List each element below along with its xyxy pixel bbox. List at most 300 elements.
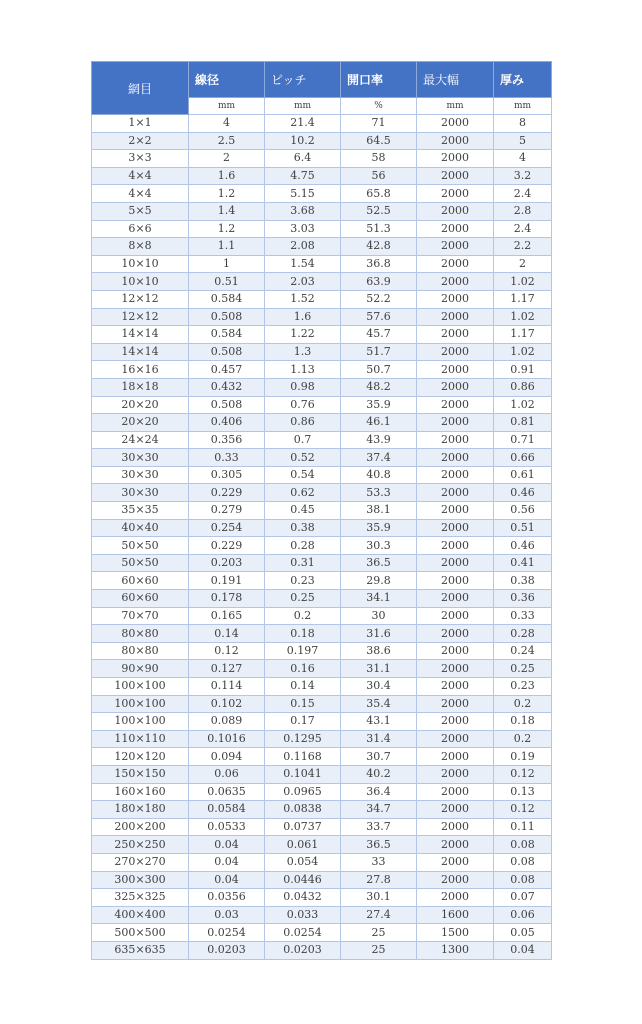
cell-thickness: 0.38 [494,572,552,590]
cell-wire-diameter: 1.2 [189,220,265,238]
cell-wire-diameter: 1.1 [189,238,265,256]
cell-pitch: 0.98 [265,378,341,396]
cell-mesh: 100×100 [92,678,189,696]
header-mesh: 網目 [92,62,189,115]
table-row [92,273,552,291]
cell-mesh: 10×10 [92,273,189,291]
cell-open-area: 38.1 [341,502,417,520]
cell-max-width: 2000 [417,343,494,361]
cell-wire-diameter: 0.127 [189,660,265,678]
cell-pitch: 0.197 [265,642,341,660]
cell-pitch: 0.86 [265,414,341,432]
cell-open-area: 34.1 [341,590,417,608]
cell-max-width: 2000 [417,625,494,643]
cell-pitch: 0.0446 [265,871,341,889]
cell-open-area: 33.7 [341,818,417,836]
table-row [92,150,552,168]
cell-wire-diameter: 0.0254 [189,924,265,942]
cell-pitch: 0.0203 [265,941,341,959]
cell-wire-diameter: 0.165 [189,607,265,625]
cell-pitch: 1.54 [265,255,341,273]
cell-pitch: 5.15 [265,185,341,203]
cell-max-width: 2000 [417,818,494,836]
cell-wire-diameter: 0.508 [189,308,265,326]
cell-max-width: 2000 [417,220,494,238]
cell-max-width: 2000 [417,678,494,696]
cell-open-area: 34.7 [341,801,417,819]
cell-open-area: 36.8 [341,255,417,273]
header-open-area: 開口率 [341,62,417,98]
cell-open-area: 25 [341,941,417,959]
cell-open-area: 53.3 [341,484,417,502]
table-row [92,853,552,871]
cell-open-area: 71 [341,115,417,133]
table-row [92,132,552,150]
cell-open-area: 51.7 [341,343,417,361]
cell-mesh: 50×50 [92,554,189,572]
cell-mesh: 635×635 [92,941,189,959]
cell-max-width: 2000 [417,431,494,449]
cell-pitch: 0.45 [265,502,341,520]
table-row [92,660,552,678]
cell-pitch: 0.54 [265,466,341,484]
cell-open-area: 33 [341,853,417,871]
cell-mesh: 250×250 [92,836,189,854]
table-row [92,326,552,344]
table-row [92,519,552,537]
cell-max-width: 2000 [417,185,494,203]
cell-thickness: 4 [494,150,552,168]
cell-mesh: 14×14 [92,326,189,344]
cell-mesh: 180×180 [92,801,189,819]
cell-mesh: 40×40 [92,519,189,537]
cell-thickness: 3.2 [494,167,552,185]
table-row [92,713,552,731]
cell-pitch: 0.7 [265,431,341,449]
cell-pitch: 0.23 [265,572,341,590]
table-row [92,748,552,766]
cell-wire-diameter: 0.04 [189,836,265,854]
cell-thickness: 1.02 [494,308,552,326]
cell-thickness: 0.11 [494,818,552,836]
cell-max-width: 2000 [417,572,494,590]
cell-max-width: 2000 [417,290,494,308]
cell-open-area: 38.6 [341,642,417,660]
cell-open-area: 25 [341,924,417,942]
cell-pitch: 0.1295 [265,730,341,748]
cell-thickness: 1.02 [494,273,552,291]
cell-wire-diameter: 0.584 [189,290,265,308]
cell-mesh: 270×270 [92,853,189,871]
cell-thickness: 0.19 [494,748,552,766]
cell-thickness: 0.46 [494,484,552,502]
cell-mesh: 325×325 [92,889,189,907]
table-row [92,889,552,907]
cell-pitch: 0.52 [265,449,341,467]
cell-thickness: 2.4 [494,220,552,238]
table-row [92,924,552,942]
cell-max-width: 2000 [417,801,494,819]
cell-open-area: 40.8 [341,466,417,484]
cell-max-width: 2000 [417,361,494,379]
cell-thickness: 0.66 [494,449,552,467]
cell-wire-diameter: 0.178 [189,590,265,608]
cell-mesh: 4×4 [92,167,189,185]
cell-wire-diameter: 1 [189,255,265,273]
cell-pitch: 0.0737 [265,818,341,836]
table-row [92,730,552,748]
cell-wire-diameter: 0.229 [189,484,265,502]
cell-wire-diameter: 0.254 [189,519,265,537]
cell-pitch: 0.1041 [265,765,341,783]
cell-thickness: 0.25 [494,660,552,678]
cell-max-width: 2000 [417,484,494,502]
cell-thickness: 0.71 [494,431,552,449]
cell-mesh: 4×4 [92,185,189,203]
cell-mesh: 100×100 [92,713,189,731]
cell-mesh: 30×30 [92,484,189,502]
cell-mesh: 6×6 [92,220,189,238]
cell-mesh: 20×20 [92,396,189,414]
cell-wire-diameter: 0.508 [189,343,265,361]
table-row [92,290,552,308]
table-body [92,115,552,960]
cell-thickness: 0.13 [494,783,552,801]
cell-wire-diameter: 2.5 [189,132,265,150]
cell-mesh: 12×12 [92,290,189,308]
cell-mesh: 70×70 [92,607,189,625]
cell-open-area: 30 [341,607,417,625]
cell-pitch: 3.03 [265,220,341,238]
cell-max-width: 2000 [417,537,494,555]
cell-wire-diameter: 0.12 [189,642,265,660]
cell-pitch: 1.22 [265,326,341,344]
cell-max-width: 2000 [417,590,494,608]
cell-pitch: 0.15 [265,695,341,713]
cell-pitch: 0.18 [265,625,341,643]
table-row [92,801,552,819]
cell-wire-diameter: 0.229 [189,537,265,555]
cell-mesh: 110×110 [92,730,189,748]
cell-max-width: 2000 [417,466,494,484]
cell-max-width: 2000 [417,167,494,185]
cell-open-area: 35.9 [341,519,417,537]
unit-wire-diameter: mm [189,98,265,115]
cell-mesh: 10×10 [92,255,189,273]
cell-thickness: 0.61 [494,466,552,484]
cell-mesh: 2×2 [92,132,189,150]
cell-mesh: 18×18 [92,378,189,396]
table-row [92,906,552,924]
cell-mesh: 60×60 [92,590,189,608]
cell-thickness: 0.33 [494,607,552,625]
table-row [92,255,552,273]
cell-open-area: 35.4 [341,695,417,713]
cell-mesh: 500×500 [92,924,189,942]
cell-wire-diameter: 0.14 [189,625,265,643]
cell-pitch: 0.17 [265,713,341,731]
cell-wire-diameter: 0.508 [189,396,265,414]
cell-pitch: 1.3 [265,343,341,361]
cell-open-area: 52.5 [341,202,417,220]
unit-open-area: % [341,98,417,115]
cell-mesh: 50×50 [92,537,189,555]
cell-open-area: 50.7 [341,361,417,379]
cell-thickness: 0.23 [494,678,552,696]
cell-thickness: 0.41 [494,554,552,572]
cell-max-width: 2000 [417,607,494,625]
cell-mesh: 30×30 [92,466,189,484]
cell-open-area: 30.7 [341,748,417,766]
cell-wire-diameter: 0.06 [189,765,265,783]
cell-wire-diameter: 0.03 [189,906,265,924]
cell-thickness: 0.24 [494,642,552,660]
cell-pitch: 1.6 [265,308,341,326]
unit-thickness: mm [494,98,552,115]
cell-thickness: 0.07 [494,889,552,907]
cell-pitch: 0.0432 [265,889,341,907]
table-row [92,537,552,555]
cell-pitch: 2.08 [265,238,341,256]
table-row [92,238,552,256]
cell-thickness: 2.8 [494,202,552,220]
cell-open-area: 31.1 [341,660,417,678]
cell-thickness: 0.28 [494,625,552,643]
cell-open-area: 43.1 [341,713,417,731]
cell-thickness: 0.08 [494,853,552,871]
cell-max-width: 2000 [417,713,494,731]
header-thickness: 厚み [494,62,552,98]
table-row [92,695,552,713]
table-row [92,765,552,783]
table-row [92,783,552,801]
cell-max-width: 1300 [417,941,494,959]
cell-wire-diameter: 0.406 [189,414,265,432]
cell-pitch: 21.4 [265,115,341,133]
cell-thickness: 2.2 [494,238,552,256]
cell-pitch: 3.68 [265,202,341,220]
table-row [92,449,552,467]
cell-mesh: 14×14 [92,343,189,361]
cell-wire-diameter: 0.457 [189,361,265,379]
cell-thickness: 0.46 [494,537,552,555]
table-row [92,202,552,220]
cell-max-width: 2000 [417,414,494,432]
cell-thickness: 0.08 [494,871,552,889]
cell-max-width: 2000 [417,889,494,907]
cell-max-width: 2000 [417,871,494,889]
cell-thickness: 2 [494,255,552,273]
mesh-spec-table [91,61,552,960]
cell-mesh: 400×400 [92,906,189,924]
cell-thickness: 5 [494,132,552,150]
cell-max-width: 2000 [417,238,494,256]
cell-max-width: 2000 [417,748,494,766]
cell-open-area: 56 [341,167,417,185]
cell-thickness: 0.06 [494,906,552,924]
cell-open-area: 46.1 [341,414,417,432]
cell-thickness: 0.04 [494,941,552,959]
cell-pitch: 10.2 [265,132,341,150]
cell-open-area: 27.4 [341,906,417,924]
cell-mesh: 120×120 [92,748,189,766]
cell-thickness: 1.17 [494,326,552,344]
cell-thickness: 1.02 [494,396,552,414]
unit-pitch: mm [265,98,341,115]
cell-open-area: 29.8 [341,572,417,590]
cell-mesh: 80×80 [92,642,189,660]
cell-wire-diameter: 0.0635 [189,783,265,801]
cell-max-width: 2000 [417,132,494,150]
cell-wire-diameter: 0.094 [189,748,265,766]
cell-pitch: 6.4 [265,150,341,168]
table-row [92,378,552,396]
cell-open-area: 57.6 [341,308,417,326]
cell-wire-diameter: 0.33 [189,449,265,467]
cell-mesh: 160×160 [92,783,189,801]
cell-thickness: 0.18 [494,713,552,731]
cell-wire-diameter: 1.4 [189,202,265,220]
cell-open-area: 65.8 [341,185,417,203]
table-row [92,607,552,625]
cell-max-width: 2000 [417,326,494,344]
header-row [92,62,552,98]
cell-mesh: 30×30 [92,449,189,467]
cell-wire-diameter: 0.1016 [189,730,265,748]
cell-pitch: 0.2 [265,607,341,625]
cell-pitch: 0.31 [265,554,341,572]
cell-thickness: 1.02 [494,343,552,361]
cell-open-area: 36.5 [341,554,417,572]
cell-max-width: 2000 [417,255,494,273]
cell-open-area: 30.1 [341,889,417,907]
mesh-spec-table-container [91,61,551,960]
cell-pitch: 0.0254 [265,924,341,942]
cell-thickness: 0.36 [494,590,552,608]
cell-pitch: 0.0965 [265,783,341,801]
cell-max-width: 2000 [417,836,494,854]
cell-max-width: 2000 [417,396,494,414]
cell-thickness: 0.91 [494,361,552,379]
cell-max-width: 2000 [417,519,494,537]
cell-pitch: 0.033 [265,906,341,924]
cell-thickness: 8 [494,115,552,133]
cell-open-area: 64.5 [341,132,417,150]
cell-max-width: 2000 [417,642,494,660]
cell-wire-diameter: 0.0584 [189,801,265,819]
cell-wire-diameter: 0.203 [189,554,265,572]
cell-open-area: 42.8 [341,238,417,256]
cell-pitch: 0.14 [265,678,341,696]
cell-wire-diameter: 1.6 [189,167,265,185]
table-row [92,343,552,361]
table-row [92,625,552,643]
cell-wire-diameter: 0.305 [189,466,265,484]
cell-max-width: 2000 [417,378,494,396]
cell-mesh: 12×12 [92,308,189,326]
cell-wire-diameter: 0.0203 [189,941,265,959]
cell-thickness: 0.81 [494,414,552,432]
cell-open-area: 30.3 [341,537,417,555]
cell-wire-diameter: 0.102 [189,695,265,713]
cell-open-area: 36.4 [341,783,417,801]
cell-open-area: 31.4 [341,730,417,748]
header-pitch: ピッチ [265,62,341,98]
table-row [92,678,552,696]
cell-pitch: 4.75 [265,167,341,185]
cell-max-width: 2000 [417,273,494,291]
cell-wire-diameter: 0.279 [189,502,265,520]
table-row [92,502,552,520]
cell-max-width: 2000 [417,660,494,678]
cell-thickness: 0.56 [494,502,552,520]
unit-max-width: mm [417,98,494,115]
cell-thickness: 0.2 [494,695,552,713]
table-row [92,642,552,660]
cell-max-width: 2000 [417,202,494,220]
table-row [92,836,552,854]
cell-max-width: 2000 [417,783,494,801]
table-row [92,167,552,185]
cell-mesh: 24×24 [92,431,189,449]
cell-wire-diameter: 0.191 [189,572,265,590]
table-row [92,554,552,572]
cell-open-area: 40.2 [341,765,417,783]
table-row [92,308,552,326]
cell-mesh: 5×5 [92,202,189,220]
cell-open-area: 35.9 [341,396,417,414]
cell-thickness: 0.12 [494,801,552,819]
table-row [92,414,552,432]
cell-pitch: 0.054 [265,853,341,871]
cell-max-width: 2000 [417,695,494,713]
cell-open-area: 30.4 [341,678,417,696]
cell-pitch: 0.62 [265,484,341,502]
cell-wire-diameter: 4 [189,115,265,133]
cell-thickness: 0.12 [494,765,552,783]
cell-wire-diameter: 0.584 [189,326,265,344]
cell-wire-diameter: 2 [189,150,265,168]
cell-pitch: 0.061 [265,836,341,854]
cell-open-area: 48.2 [341,378,417,396]
cell-max-width: 2000 [417,502,494,520]
cell-wire-diameter: 0.51 [189,273,265,291]
cell-wire-diameter: 0.432 [189,378,265,396]
cell-mesh: 1×1 [92,115,189,133]
cell-mesh: 20×20 [92,414,189,432]
cell-wire-diameter: 0.04 [189,871,265,889]
cell-mesh: 80×80 [92,625,189,643]
cell-wire-diameter: 0.114 [189,678,265,696]
table-row [92,871,552,889]
cell-pitch: 0.28 [265,537,341,555]
table-row [92,220,552,238]
cell-thickness: 0.86 [494,378,552,396]
cell-open-area: 27.8 [341,871,417,889]
cell-thickness: 2.4 [494,185,552,203]
cell-wire-diameter: 0.0533 [189,818,265,836]
cell-wire-diameter: 0.0356 [189,889,265,907]
cell-max-width: 2000 [417,765,494,783]
cell-open-area: 43.9 [341,431,417,449]
cell-thickness: 1.17 [494,290,552,308]
cell-mesh: 35×35 [92,502,189,520]
cell-pitch: 0.76 [265,396,341,414]
cell-mesh: 100×100 [92,695,189,713]
cell-mesh: 16×16 [92,361,189,379]
cell-mesh: 8×8 [92,238,189,256]
cell-mesh: 150×150 [92,765,189,783]
